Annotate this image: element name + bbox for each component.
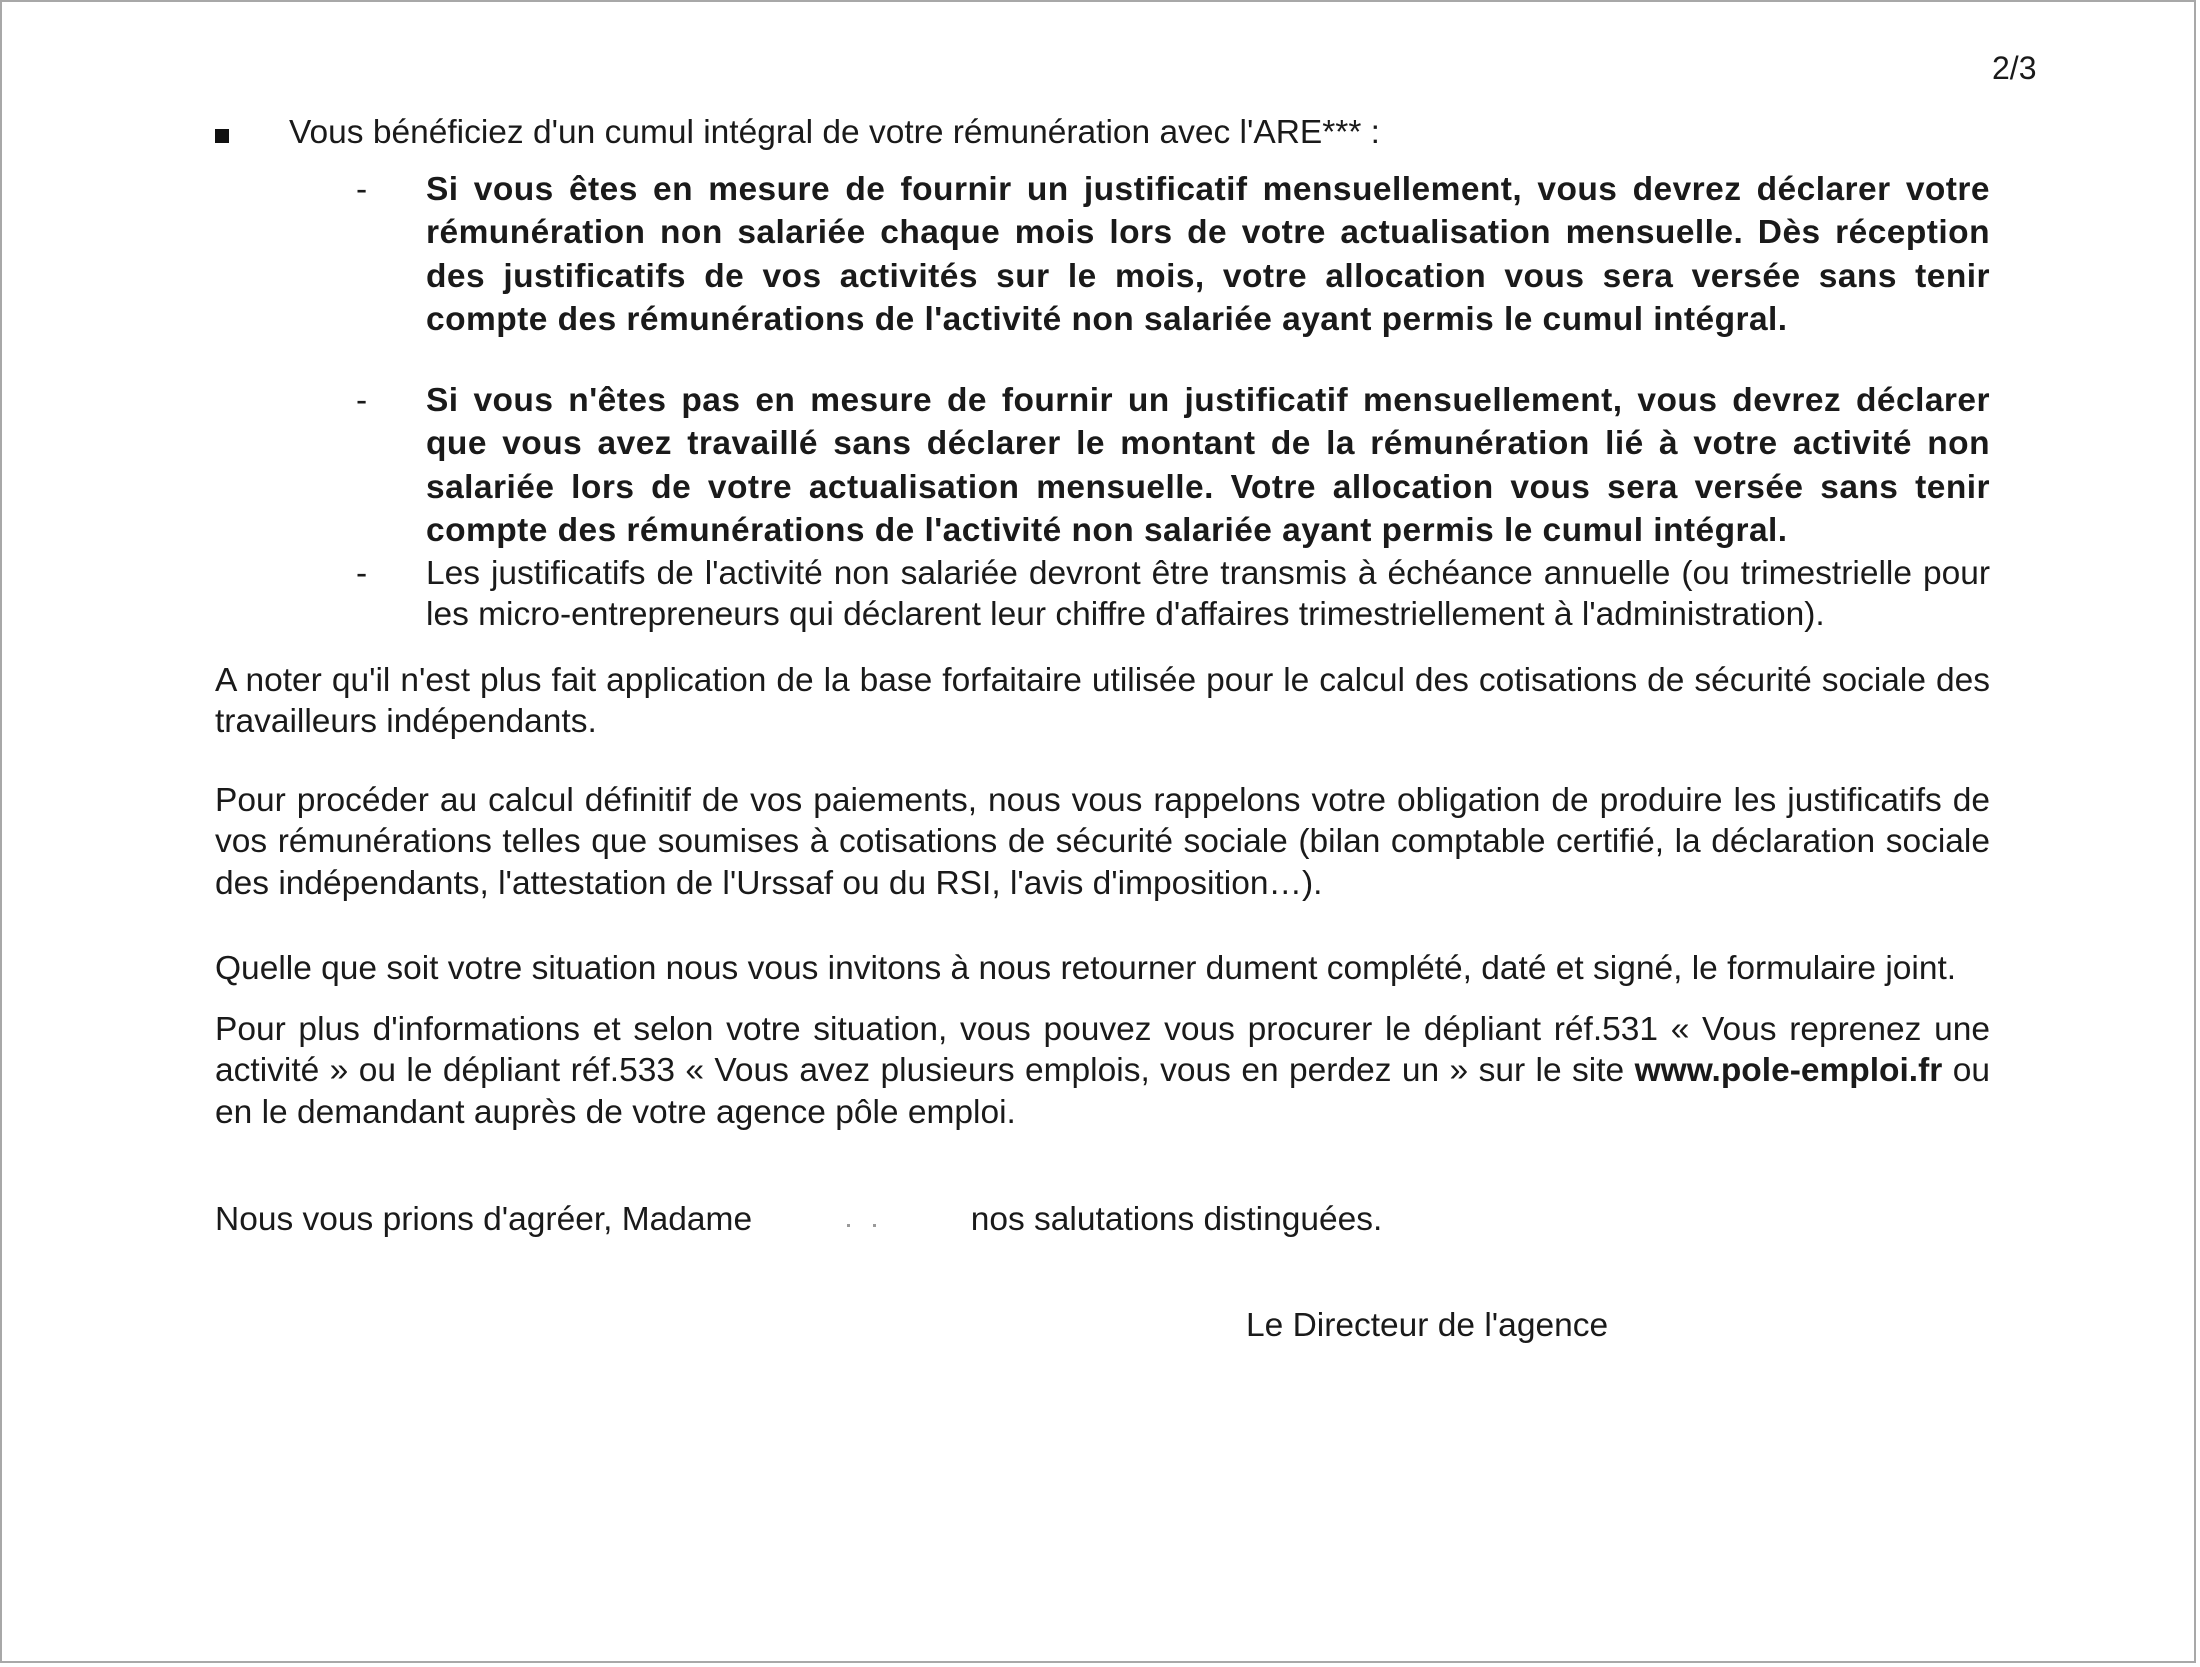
dash-bullet-icon: - bbox=[356, 554, 368, 592]
bullet-text: Vous bénéficiez d'un cumul intégral de votre rémunération avec l'ARE*** : bbox=[289, 114, 1380, 151]
sub-item-monthly-proof bbox=[356, 168, 1990, 342]
dash-bullet-icon: - bbox=[356, 170, 368, 208]
sub-item-text: Si vous n'êtes pas en mesure de fournir un justificatif mensuellement, vous devrez déclarer que vous avez travaillé sans déclarer le montant de la rémunération lié à votre activité non salariée lors de votre actualisation mensuelle. Votre allocation vous sera versée sans tenir compte des rémunérations de l'activité non salariée ayant permis le cumul intégral. bbox=[426, 381, 1990, 549]
bullet-item bbox=[215, 112, 1990, 154]
sub-list bbox=[356, 168, 1990, 636]
info-paragraph bbox=[215, 1009, 1990, 1134]
sub-item-text: Si vous êtes en mesure de fournir un justificatif mensuellement, vous devrez déclarer votre rémunération non salariée chaque mois lors de votre actualisation mensuelle. Dès réception des justificatifs de vos activités sur le mois, votre allocation vous sera versée sans tenir compte des rémunérations de l'activité non salariée ayant permis le cumul intégral. bbox=[426, 170, 1990, 338]
page-number: 2/3 bbox=[1992, 50, 2037, 86]
sub-item-text: Les justificatifs de l'activité non salariée devront être transmis à échéance annuelle (ou trimestrielle pour les micro-entrepreneurs qui déclarent leur chiffre d'affaires trimestriellement à l'administration). bbox=[426, 554, 1990, 633]
formulaire-paragraph: Quelle que soit votre situation nous vous invitons à nous retourner dument complété, daté et signé, le formulaire joint. bbox=[215, 950, 1957, 987]
info-text-after: ou en le demandant auprès de votre agence pôle emploi. bbox=[215, 1052, 1990, 1131]
dash-bullet-icon: - bbox=[356, 381, 368, 419]
letter-body bbox=[215, 112, 1990, 1346]
square-bullet-icon bbox=[215, 129, 229, 143]
sub-item-no-monthly-proof bbox=[356, 379, 1990, 553]
signature: Le Directeur de l'agence bbox=[1246, 1306, 1609, 1344]
sub-item-annual-proof bbox=[356, 553, 1990, 636]
redacted-name bbox=[761, 1206, 961, 1236]
website-link[interactable]: www.pole-emploi.fr bbox=[1634, 1052, 1943, 1089]
closing-paragraph bbox=[215, 1199, 1990, 1241]
calcul-paragraph: Pour procéder au calcul définitif de vos paiements, nous vous rappelons votre obligation de produire les justificatifs de vos rémunérations telles que soumises à cotisations de sécurité sociale (bilan comptable certifié, la déclaration sociale des indépendants, l'attestation de l'Urssaf ou du RSI, l'avis d'imposition…). bbox=[215, 781, 1990, 902]
note-paragraph: A noter qu'il n'est plus fait application de la base forfaitaire utilisée pour le calcul des cotisations de sécurité sociale des travailleurs indépendants. bbox=[215, 661, 1990, 740]
closing-text-after: nos salutations distinguées. bbox=[970, 1201, 1383, 1238]
info-text-before: Pour plus d'informations et selon votre situation, vous pouvez vous procurer le dépliant réf.531 « Vous reprenez une activité » ou le dépliant réf.533 « Vous avez plusieurs emplois, vous en perdez un » sur le site bbox=[215, 1010, 1990, 1089]
closing-text-before: Nous vous prions d'agréer, Madame bbox=[215, 1201, 753, 1238]
